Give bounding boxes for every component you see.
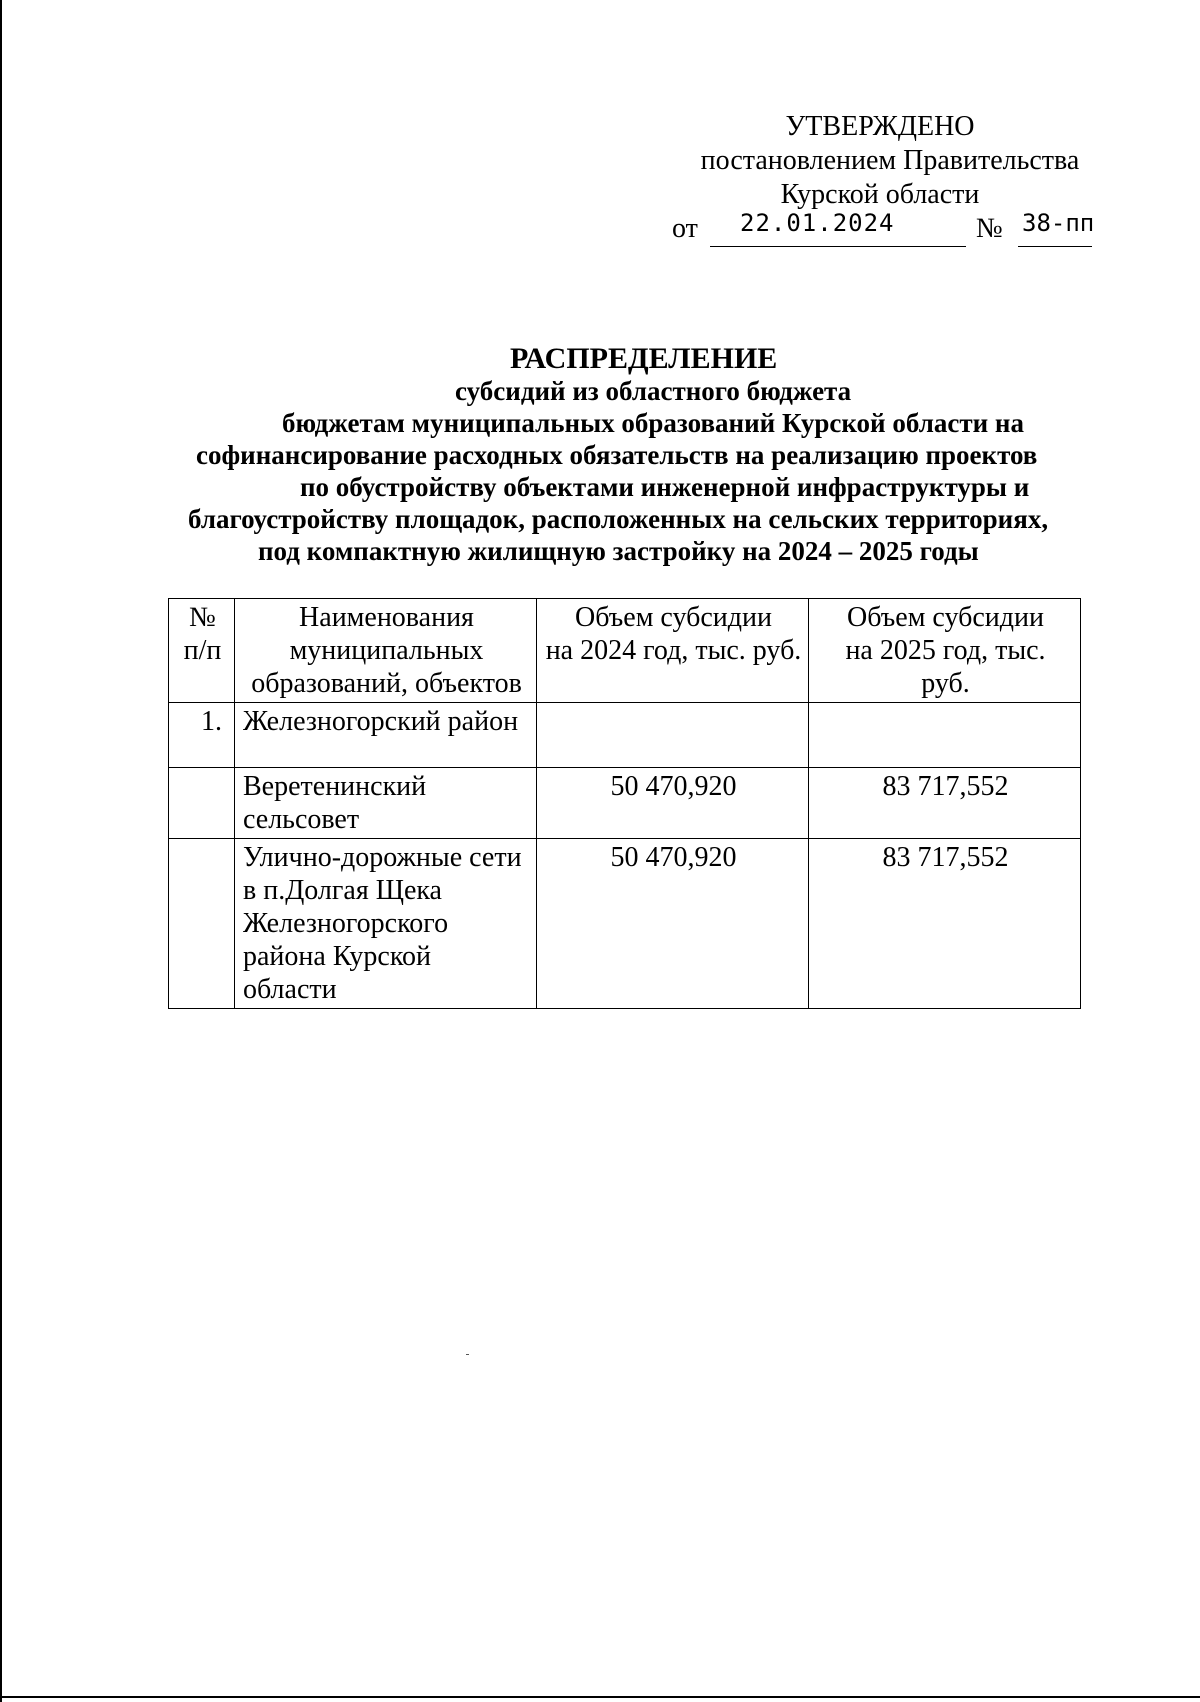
- scan-border-bottom: [0, 1696, 1200, 1698]
- title-line-5: по обустройству объектами инженерной инфраструктуры и: [300, 472, 1030, 502]
- title-line-7: под компактную жилищную застройку на 2024 – 2025 годы: [258, 536, 979, 566]
- number-prefix: №: [976, 213, 1003, 244]
- title-line-3: бюджетам муниципальных образований Курской области на: [282, 408, 1024, 438]
- row-2024: 50 470,920: [537, 839, 809, 1009]
- approval-issuer: постановлением Правительства: [700, 145, 1080, 176]
- row-2024: [537, 703, 809, 768]
- header-num: № п/п: [169, 599, 235, 703]
- row-num: [169, 768, 235, 839]
- scan-speck: [466, 1354, 469, 1355]
- table-row: [169, 703, 1081, 768]
- row-2024: 50 470,920: [537, 768, 809, 839]
- header-name: Наименования муниципальных образований, объектов: [235, 599, 537, 703]
- date-prefix: от: [672, 213, 698, 244]
- row-name: Веретенинский сельсовет: [235, 768, 537, 839]
- document-title: [150, 343, 1130, 567]
- approval-title: УТВЕРЖДЕНО: [785, 111, 975, 142]
- row-name: Улично-дорожные сети в п.Долгая Щека Железногорского района Курской области: [235, 839, 537, 1009]
- row-num: 1.: [169, 703, 235, 768]
- row-2025: 83 717,552: [809, 839, 1081, 1009]
- title-line-6: благоустройству площадок, расположенных на сельских территориях,: [188, 504, 1049, 534]
- table-header-row: [169, 599, 1081, 703]
- row-2025: [809, 703, 1081, 768]
- row-2025: 83 717,552: [809, 768, 1081, 839]
- approval-stamp: [660, 110, 1100, 244]
- title-line-4: софинансирование расходных обязательств на реализацию проектов: [196, 440, 1038, 470]
- date-value: 22.01.2024: [740, 209, 895, 237]
- number-field: [1018, 209, 1095, 247]
- scan-border-left: [0, 0, 2, 1702]
- row-num: [169, 839, 235, 1009]
- header-2024: Объем субсидии на 2024 год, тыс. руб.: [537, 599, 809, 703]
- row-name: Железногорский район: [235, 703, 537, 768]
- title-heading: РАСПРЕДЕЛЕНИЕ: [510, 342, 778, 375]
- approval-region: Курской области: [780, 179, 980, 210]
- table-row: [169, 839, 1081, 1009]
- table-row: [169, 768, 1081, 839]
- header-2025: Объем субсидии на 2025 год, тыс. руб.: [809, 599, 1081, 703]
- title-line-2: субсидий из областного бюджета: [455, 376, 852, 406]
- number-value: 38-пп: [1022, 209, 1095, 237]
- distribution-table: [168, 598, 1081, 1009]
- approval-date-line: [672, 209, 1095, 248]
- date-field: [710, 209, 966, 247]
